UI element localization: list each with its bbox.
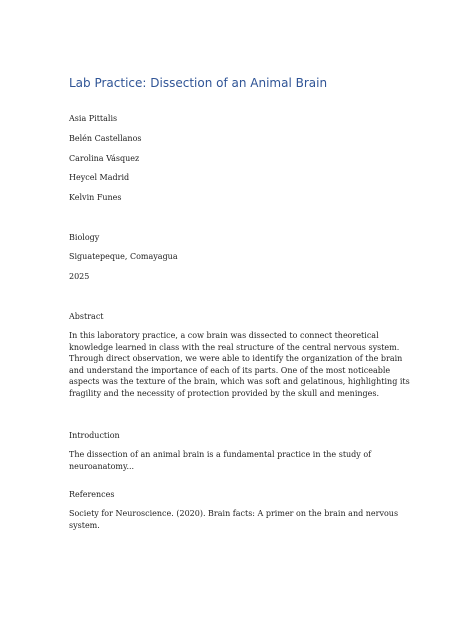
abstract-paragraph: In this laboratory practice, a cow brain was dissected to connect theoretical knowledge learned in class with the real structure of the central nervous system. Through direct observation, we were able to identify the organization of the brain and understand the importance of each of its parts. One of the most noticeable aspects was the texture of the brain, which was soft and gelatinous, highlighting its fragility and the necessity of protection provided by the skull and meninges. — [69, 331, 410, 398]
reference-entry: Society for Neuroscience. (2020). Brain facts: A primer on the brain and nervous system. — [69, 509, 399, 530]
abstract-heading: Abstract — [69, 312, 104, 321]
introduction-heading: Introduction — [69, 431, 120, 440]
document-title: Lab Practice: Dissection of an Animal Brain — [69, 76, 328, 90]
location: Siguatepeque, Comayagua — [69, 252, 178, 261]
year: 2025 — [69, 272, 90, 281]
author-1: Asia Pittalis — [69, 114, 118, 123]
introduction-paragraph: The dissection of an animal brain is a fundamental practice in the study of neuroanatomy... — [69, 450, 372, 471]
author-3: Carolina Vásquez — [69, 154, 140, 163]
course-name: Biology — [69, 233, 100, 242]
author-2: Belén Castellanos — [69, 134, 142, 143]
references-heading: References — [69, 490, 115, 499]
author-5: Kelvin Funes — [69, 193, 122, 202]
author-4: Heycel Madrid — [69, 173, 130, 182]
